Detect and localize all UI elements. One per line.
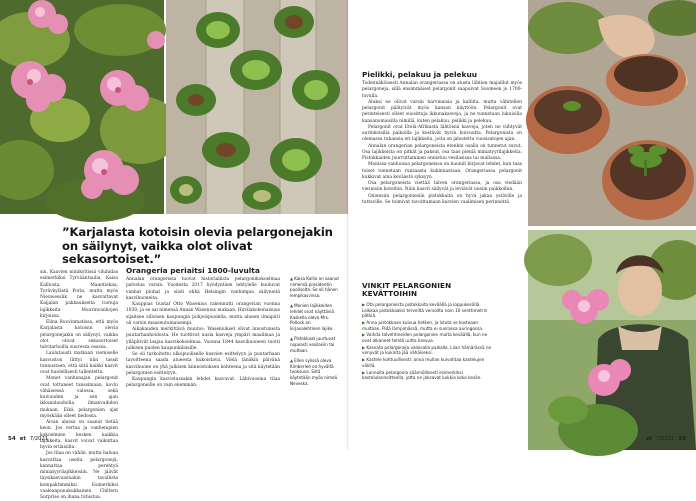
triangle-bullet-icon: ▶ — [362, 319, 367, 325]
tip-text: Anna pistokkaan kuivua hetken, ja istuta se kosteaan multaan. Pidä lämpimässä, mutta ei suorassa auringossa. — [362, 319, 484, 331]
body-paragraph: Annalan orangerissa luovat historiallista pelargonikokoelmaa palvelua varsin. Vuodesta 2017 hyödyntäen lehtylelle kuuluvat vanhat piuhat ja siisti ehkä Helsingin vanhimpia säilyneitä kasvihuoneita. — [126, 277, 280, 301]
tip-item — [362, 357, 494, 368]
caption-note — [290, 336, 340, 353]
tip-item — [362, 320, 494, 331]
triangle-bullet-icon: ▶ — [362, 344, 367, 350]
body-paragraph: Todennäköisesti Annalan orangeriassa on alusta lähtien majaillut myös pelargoneja, sillä ensimmäiset pelargonit saapuivat Suomeen jo 1700-luvulla. — [362, 81, 522, 99]
issue-number: 7/2021 — [655, 436, 675, 442]
caption-note — [290, 358, 340, 386]
tip-item — [362, 345, 494, 356]
caption-text: Pistokkaat juurtuvat nopeasti vesilasiin tai multaan. — [290, 336, 336, 353]
tips-title — [362, 282, 494, 299]
photo-captions — [290, 276, 340, 391]
triangle-bullet-icon: ▶ — [362, 369, 367, 375]
pull-quote: ”Karjalasta kotoisin olevia pelargonejakin on säilynyt, vaikka olot olivat sekasortoiset.” — [62, 225, 333, 266]
right-page — [348, 0, 696, 450]
triangle-bullet-icon: ▲ — [290, 336, 294, 342]
tips-title-line: VINKIT PELARGONIEN — [362, 281, 452, 290]
triangle-bullet-icon: ▲ — [290, 358, 294, 364]
body-paragraph: sin. Kaavien nimikyltissä viluhidas esimerkiksi Tyrvääntuulia, Kaisa Kalliosta, Maantiekaa, Tyrävkylästä Porin, mutta myös Nieuwesslik ne kasvattavat Kaijalan pakkaukselta tuotuja lajikkeita Muurinvanhojen kirjoissa. — [40, 270, 118, 319]
body-paragraph: Aivan alussa on saanut tietää keon. Jos vertaa ja vanhempien kokoelmien kesken kaikkia lajikkeita, kasvit voivat vaikuttaa hyvin erilaisilta. — [40, 420, 118, 450]
tip-text: Lannoita pelargonia säännöllisesti esimerkiksi kastelulannoitteella, jotta ne jaksavat kukkia koko kesän. — [362, 369, 482, 381]
page-number: 55 — [678, 436, 686, 442]
body-paragraph: Osa pelargoneista viettää talven orangeriassa, ja osa viedään vieraisiin koteihin. Näin kasvit säilyvät ja leviävät uusiin paikkoihin. — [362, 181, 522, 193]
caption-text: Ellen sylissä oleva Kimberlee on hyvältä tuoksuva. Siitä käytetään myös nimeä Neveska. — [290, 358, 337, 386]
triangle-bullet-icon: ▲ — [290, 303, 294, 309]
body-paragraph: Annalan orangerian pelargoneista etenkin osalla on tunnetut suvut. Osa lajikkeista on pitkät ja paksut, osa taas pieniä miniatyyrilajikkeita. Pistokkaiden juurruttaminen onnistuu vesilasissa tai mullassa. — [362, 143, 522, 161]
tips-title-line: KEVÄTTOIHIN — [362, 289, 418, 299]
body-column-right — [362, 70, 522, 230]
body-paragraph: Aikakauden merkittävä muutos: Waseniukset olivat innostuneita puutarhanhoidosta. He tuottivat uusia kasveja ympäri maailmaa ja ylläpitivät laajaa kasvikokoelmaa. Vuonna 1844 kasvihuoneen tuotti julkisen puolen kaupunkilaisille. — [126, 327, 280, 351]
tip-text: Kasvata pelargoneja valoisalla paikalla. Liian hämärässä ne venyvät ja kukinta jää vähäiseksi. — [362, 344, 492, 356]
caption-text: Kaisa Kallio on saanut nimensä presidentin puolisolta. Se oli hänen lempikasvinsa. — [290, 276, 339, 298]
tip-item — [362, 332, 494, 343]
body-paragraph: Monet vanhanajan pelargonit ovat tottuneet tanssimaan, kovin vähäisessä valossa, sekä kuivuuden ja sen ajan ikkunalaudoilla ilmanvaihdon mukaan. Eikä pelargonien ajat myöskään olleet tiedossa. — [40, 376, 118, 419]
section-heading: Orangeria periaitsi 1800-luvulta — [126, 266, 260, 275]
body-paragraph: Elina Ruovinmatissa, että myös Karjalasta kotoisin olevia pelargonejakin on säilynyt, vaikka olot olivat sekasortoiset talvitarhoilla suuressa osassa. — [40, 320, 118, 350]
caption-note — [290, 276, 340, 298]
body-column-1 — [40, 270, 118, 500]
body-paragraph: Pelargonit ovat Etelä-Afrikasta lähtöisiä kasveja, joten ne viihtyvät aurinkoisilla paikoilla ja kestävät hyvin kuivuutta. Pelargonista on olemassa tuhansia eri lajikkeita, joita on jalostettu vuosisatojen ajan. — [362, 124, 522, 143]
leaves-on-wood-photo — [166, 0, 348, 214]
magazine-logo: et — [645, 436, 652, 442]
section-heading: Pielikki, pelakuu ja pelekuu — [362, 70, 477, 79]
page-number: 54 — [8, 436, 16, 442]
tip-item — [362, 302, 494, 319]
page-folio-right — [646, 436, 686, 442]
body-paragraph: Kaupungin kasvistussakin lehdet kasvavat. Lähivuosina tilaa pelargoneille on vain enemmän. — [126, 377, 280, 389]
page-folio-left — [8, 436, 48, 442]
repotting-hands-photo — [528, 0, 696, 226]
caption-text: Monien lajikkeiden lehdet ovat näyttäviä. Kaskella oleva Mrs. Pollock on kirjavalehtinen lajike. — [290, 303, 336, 331]
body-paragraph: Se oli tarkoitettu ulkopuoliselle kasvien esittelyyn ja puutarhaan tavoitteena saada alueesta kukoistava. Vielä tänäkin päivänä kasvihuone on yhä julkisen kiinnostuksen kohteena ja sitä käytetään pelargonien esittelyyn. — [126, 352, 280, 376]
body-paragraph: Laulutausti matkaan viemiselle kasvuston liittyi niin tassit tunnustaen, että siitä kaikki kasvit ovat huolellisesti tallentettu. — [40, 351, 118, 375]
caption-note — [290, 303, 340, 331]
left-page — [0, 0, 348, 500]
tip-item — [362, 370, 494, 381]
body-paragraph: Aluksi ne olivat varsin harvinaisia ja kalliita, mutta vähitellen pelargonit päätyivät myös kansan käyttöön. Pelargonit ovat perinteisesti olleet suosittuja ikkunakasveja, ja ne tunnetaan lukuisilla kansanomaisilla nimillä, kuten pelakuu, pelikki ja pelekuu. — [362, 99, 522, 124]
magazine-logo: et — [19, 436, 26, 442]
body-column-2 — [126, 266, 280, 436]
body-paragraph: Oniensiin pelargoniesiin pistokkaita on hyvä jakaa ystäville ja tuttaville. Se toimivat tavoittamaan kasvien vaalimisen perinnettä. — [362, 193, 522, 205]
triangle-bullet-icon: ▲ — [290, 276, 294, 281]
body-paragraph: Kauppias Gustaf Otto Wasenius rakennutti orangerian vuonna 1830, ja se sai nimensä Annan Wasenius mukaan. Huvilakokonaisuus sijaitsee silloisen kaupungin pohjoispuolella, mutta alueen ilmapiiri oli varsin maaseutumaisempi. — [126, 302, 281, 326]
issue-number: 7/2021 — [29, 436, 49, 442]
page-gutter — [347, 0, 349, 450]
body-paragraph: Monissa vanhoissa pelargoneissa on kauniit kirjavat lehdet, kun taas toiset tunnetaan runsaasta kukinnastaan. Orangeriassa pelargonit kukkivat aina keväästä syksyyn. — [362, 162, 522, 180]
body-paragraph: Jos tilaa on vähän, mutta haluaa kasvattaa useita pelargonejä, kannattaa perehtyä miniatyyrilajikkeisiin. Ne jäävät täysikasvuisinakin tavallista kompaktimmiksi. Esimerkiksi vaaleanpunakukkainen Chiltern Surprise on ihana tutustua. — [40, 451, 118, 500]
triangle-bullet-icon: ▶ — [362, 301, 367, 307]
tip-text: Kastele kohtuullisesti: anna mullan kuivahtaa kastelujen välillä. — [362, 357, 485, 368]
tips-box — [362, 282, 494, 420]
woman-with-pelargonium-photo — [528, 230, 696, 450]
tip-text: Ota pelargoneista pistokkaita keväällä ja loppukesällä. Leikkaa pistokkaaksi terveiltä versoilta noin 10 senttimetrin pätkiä. — [362, 301, 488, 319]
pink-pelargonium-photo — [0, 0, 164, 214]
triangle-bullet-icon: ▶ — [362, 357, 367, 363]
triangle-bullet-icon: ▶ — [362, 332, 367, 338]
tip-text: Vaihda talvehtineiden pelargonien multa keväällä, kun ne ovat alkaneet tehdä uutta kasvua. — [362, 332, 488, 344]
